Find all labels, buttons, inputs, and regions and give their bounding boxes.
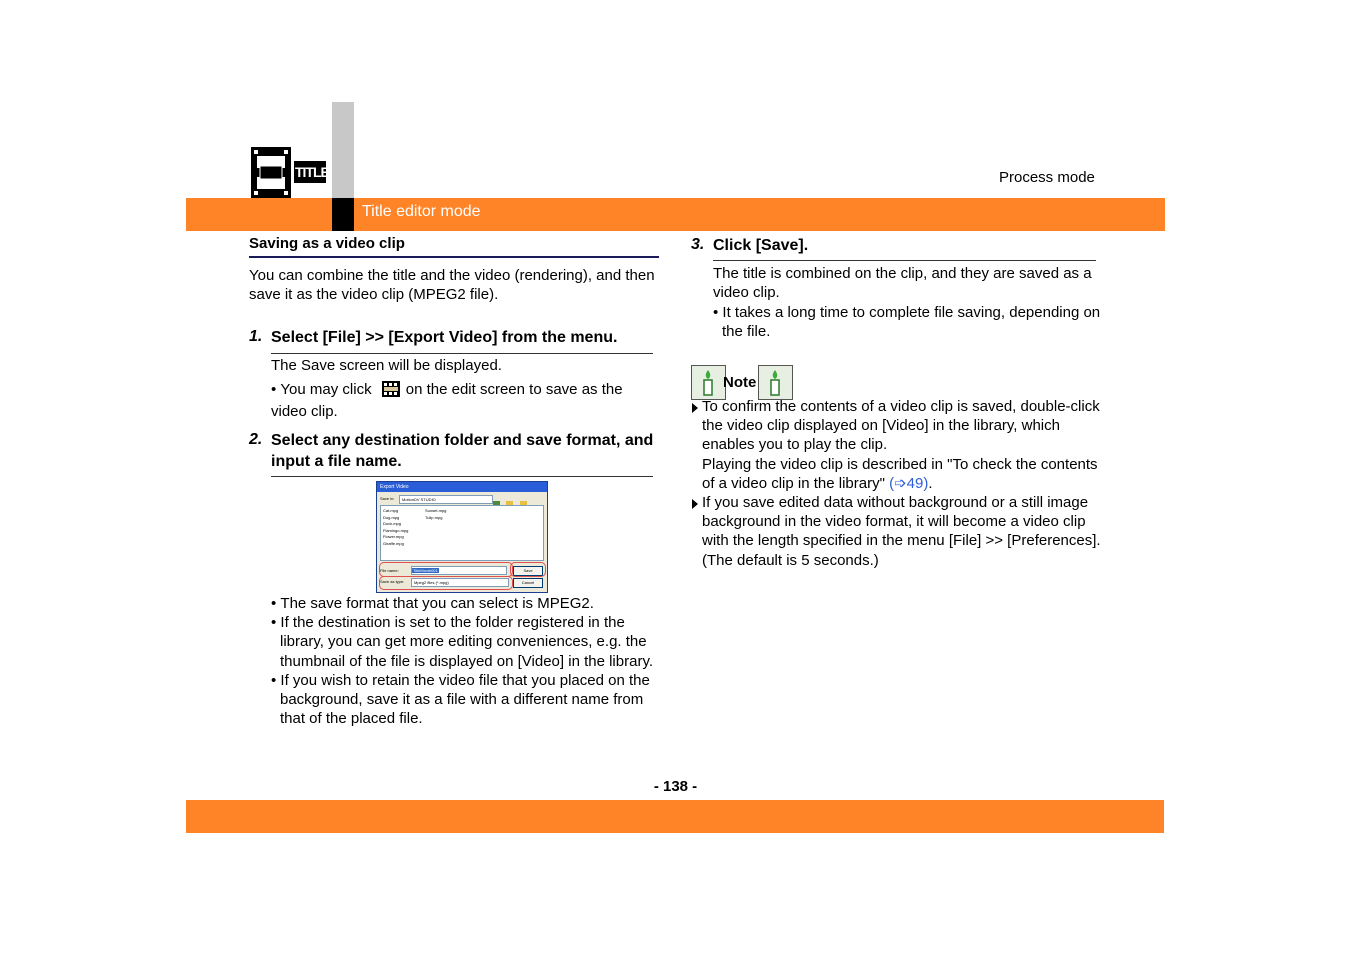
process-mode-label: Process mode: [999, 169, 1095, 186]
header-black-tab: [332, 198, 354, 231]
step-3-bullets: [713, 303, 1108, 341]
dialog-toolbar: [493, 495, 533, 502]
footer-bar: [186, 800, 1164, 833]
step-3-desc: The title is combined on the clip, and they are saved as a video clip.: [713, 265, 1092, 302]
file-item[interactable]: Giraffe.mpg: [383, 540, 404, 546]
note-item-1-text: To confirm the contents of a video clip is saved, double-click the video clip displayed on [Video] in the library, which enables you to play the clip.: [702, 398, 1100, 454]
note-item-2: [691, 493, 1111, 570]
step-2-bullet: • If you wish to retain the video file that you placed on the background, save it as a file with a different name from that of the placed file.: [271, 671, 650, 728]
highlight-type: [379, 576, 513, 590]
note-item-1-extra: Playing the video clip is described in "To check the contents of a video clip in the library" (➩49).: [702, 455, 1098, 492]
note-candle-icon-left: [691, 365, 726, 400]
page-number: - 138 -: [653, 778, 698, 795]
title-logo-text: TITLE: [295, 164, 329, 180]
link-arrow-icon: ➩: [894, 474, 907, 492]
step-1-bullet: • You may click on the edit screen to save as the video clip.: [271, 381, 623, 421]
step-3-text: Click [Save].: [713, 237, 809, 254]
file-list-col-1: [383, 508, 408, 547]
header-grey-tab: [332, 102, 354, 198]
export-dialog-screenshot: [376, 481, 548, 593]
note-candle-icon-right: [758, 365, 793, 400]
dialog-save-button[interactable]: Save: [513, 566, 543, 576]
mode-title: Title editor mode: [362, 203, 481, 220]
filename-value: TitleMovie001: [413, 568, 438, 573]
intro-text: You can combine the title and the video (rendering), and then save it as the video clip (MPEG2 file).: [249, 267, 655, 304]
step-2-bullet: • If the destination is set to the folder registered in the library, you can get more editing conveniences, e.g. the thumbnail of the file is displayed on [Video] in the library.: [271, 614, 653, 670]
step-1-bullet-after: on the edit screen to save as the video clip.: [271, 381, 623, 421]
filename-label: File name:: [380, 568, 399, 573]
pointer-arrow-icon: [691, 496, 699, 515]
file-item[interactable]: Cat.mpg: [383, 508, 399, 513]
file-list-col-2: [425, 508, 446, 521]
step-3-rule: [713, 260, 1096, 261]
step-1-rule: [271, 353, 653, 354]
highlight-save: [510, 562, 546, 577]
export-video-icon[interactable]: [382, 381, 400, 402]
pointer-arrow-icon: [691, 400, 699, 419]
file-item[interactable]: Duck.mpg: [383, 521, 402, 526]
step-1-desc: The Save screen will be displayed.: [271, 357, 502, 374]
note-item-2-text: If you save edited data without background or a still image background in the video format, it will become a video clip with the length specified in the menu [File] >> [Preferences]. (The default is 5 seconds.): [702, 494, 1101, 569]
save-in-select[interactable]: MotionDV STUDIO: [399, 495, 493, 504]
note-item-1: [691, 397, 1111, 493]
step-2-bullets: [271, 594, 661, 728]
step-1-bullet-before: You may click: [280, 381, 372, 398]
step-2-text: Select any destination folder and save format, and input a file name.: [271, 432, 654, 470]
note-label: Note: [723, 374, 757, 391]
highlight-filename: [379, 562, 513, 577]
step-2-number: 2.: [249, 431, 263, 448]
step-1-number: 1.: [249, 328, 263, 345]
section-title: Saving as a video clip: [249, 235, 659, 258]
file-item[interactable]: Flamingo.mpg: [383, 527, 409, 533]
dialog-title: Export Video: [377, 482, 547, 492]
file-item[interactable]: Sunset.mpg: [425, 508, 447, 513]
file-item[interactable]: Tulip.mpg: [425, 514, 443, 520]
step-1-text: Select [File] >> [Export Video] from the menu.: [271, 329, 618, 346]
step-3-number: 3.: [691, 236, 705, 253]
file-item[interactable]: Flower.mpg: [383, 534, 404, 539]
save-type-label: Save as type:: [380, 579, 405, 584]
save-in-label: Save in:: [380, 496, 395, 501]
page-link[interactable]: (➩49): [889, 474, 929, 492]
file-item[interactable]: Dog.mpg: [383, 514, 400, 520]
title-mode-icon: [251, 147, 327, 203]
step-2-rule: [271, 476, 653, 477]
step-3-bullet: • It takes a long time to complete file saving, depending on the file.: [713, 304, 1101, 341]
save-type-select[interactable]: Mpeg2 files (*.mpg): [411, 578, 509, 587]
step-2-bullet: • The save format that you can select is MPEG2.: [271, 595, 594, 612]
file-list[interactable]: [380, 505, 544, 561]
dialog-cancel-button[interactable]: Cancel: [513, 578, 543, 588]
